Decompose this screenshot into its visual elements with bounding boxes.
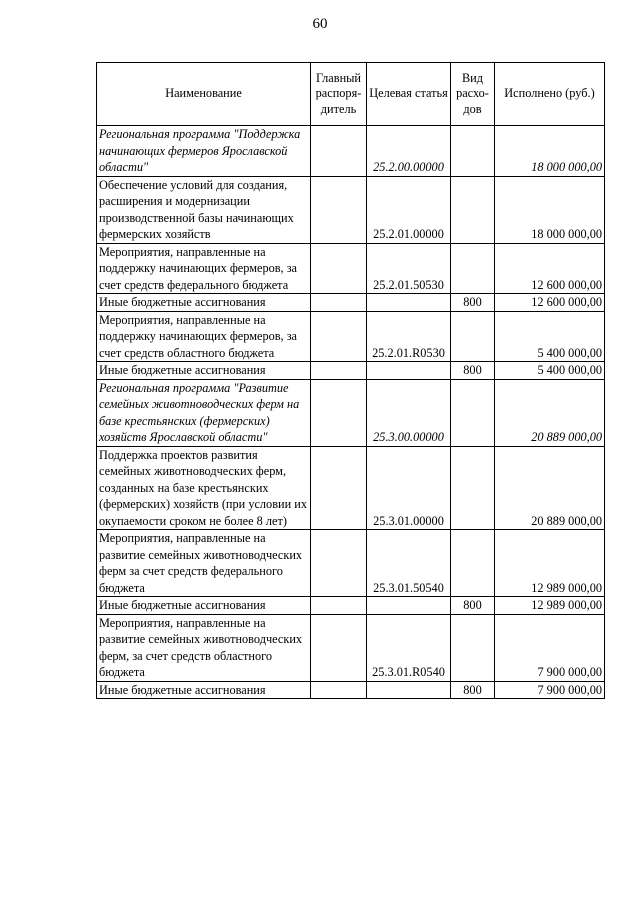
table-row (97, 530, 605, 597)
row-expense-kind (451, 379, 495, 446)
row-expense-kind (451, 446, 495, 530)
row-name: Иные бюджетные ассигнования (97, 681, 311, 699)
row-target-code: 25.2.00.00000 (367, 126, 451, 177)
row-manager (311, 379, 367, 446)
row-target-code (367, 681, 451, 699)
row-target-code (367, 294, 451, 312)
row-expense-kind (451, 243, 495, 294)
row-manager (311, 243, 367, 294)
row-manager (311, 597, 367, 615)
table-header-row (97, 63, 605, 126)
row-manager (311, 614, 367, 681)
row-target-code: 25.2.01.50530 (367, 243, 451, 294)
row-manager (311, 530, 367, 597)
row-manager (311, 311, 367, 362)
row-name: Мероприятия, направленные на развитие семейных животноводческих ферм, за счет средств областного бюджета (97, 614, 311, 681)
row-target-code: 25.2.01.R0530 (367, 311, 451, 362)
row-name: Иные бюджетные ассигнования (97, 362, 311, 380)
row-manager (311, 294, 367, 312)
row-expense-kind: 800 (451, 294, 495, 312)
row-name: Региональная программа "Развитие семейных животноводческих ферм на базе крестьянских (фермерских) хозяйств Ярославской области" (97, 379, 311, 446)
row-expense-kind (451, 614, 495, 681)
table-row (97, 614, 605, 681)
row-amount: 12 600 000,00 (495, 294, 605, 312)
table-row (97, 126, 605, 177)
table-row (97, 681, 605, 699)
header-name: Наименование (97, 63, 311, 126)
row-target-code: 25.2.01.00000 (367, 176, 451, 243)
row-name: Мероприятия, направленные на развитие семейных животноводческих ферм за счет средств федерального бюджета (97, 530, 311, 597)
table-row (97, 311, 605, 362)
table-row (97, 597, 605, 615)
row-target-code: 25.3.00.00000 (367, 379, 451, 446)
row-expense-kind (451, 176, 495, 243)
budget-table (96, 62, 605, 699)
row-name: Иные бюджетные ассигнования (97, 294, 311, 312)
row-target-code: 25.3.01.R0540 (367, 614, 451, 681)
row-target-code (367, 362, 451, 380)
row-amount: 12 600 000,00 (495, 243, 605, 294)
row-expense-kind (451, 126, 495, 177)
page-number: 60 (312, 16, 328, 32)
row-manager (311, 681, 367, 699)
row-name: Обеспечение условий для создания, расширения и модернизации производственной базы начинающих фермерских хозяйств (97, 176, 311, 243)
row-manager (311, 362, 367, 380)
row-amount: 7 900 000,00 (495, 681, 605, 699)
row-target-code (367, 597, 451, 615)
row-name: Иные бюджетные ассигнования (97, 597, 311, 615)
header-manager: Главный распоря-дитель (311, 63, 367, 126)
row-expense-kind (451, 530, 495, 597)
row-amount: 20 889 000,00 (495, 446, 605, 530)
row-amount: 12 989 000,00 (495, 530, 605, 597)
table-row (97, 362, 605, 380)
row-expense-kind (451, 311, 495, 362)
table-row (97, 243, 605, 294)
row-expense-kind: 800 (451, 597, 495, 615)
table-row (97, 176, 605, 243)
row-manager (311, 126, 367, 177)
row-expense-kind: 800 (451, 681, 495, 699)
row-amount: 18 000 000,00 (495, 126, 605, 177)
row-amount: 5 400 000,00 (495, 311, 605, 362)
row-amount: 5 400 000,00 (495, 362, 605, 380)
row-target-code: 25.3.01.50540 (367, 530, 451, 597)
table-row (97, 294, 605, 312)
header-executed: Исполнено (руб.) (495, 63, 605, 126)
row-amount: 12 989 000,00 (495, 597, 605, 615)
header-target: Целевая статья (367, 63, 451, 126)
row-amount: 7 900 000,00 (495, 614, 605, 681)
row-amount: 20 889 000,00 (495, 379, 605, 446)
row-target-code: 25.3.01.00000 (367, 446, 451, 530)
table-body (97, 126, 605, 699)
header-kind: Вид расхо-дов (451, 63, 495, 126)
row-name: Поддержка проектов развития семейных животноводческих ферм, созданных на базе крестьянских (фермерских) хозяйств (при условии их окупаемости сроком не более 8 лет) (97, 446, 311, 530)
row-name: Региональная программа "Поддержка начинающих фермеров Ярославской области" (97, 126, 311, 177)
row-name: Мероприятия, направленные на поддержку начинающих фермеров, за счет средств областного бюджета (97, 311, 311, 362)
row-manager (311, 176, 367, 243)
table-row (97, 379, 605, 446)
row-expense-kind: 800 (451, 362, 495, 380)
table-row (97, 446, 605, 530)
row-amount: 18 000 000,00 (495, 176, 605, 243)
row-name: Мероприятия, направленные на поддержку начинающих фермеров, за счет средств федерального бюджета (97, 243, 311, 294)
row-manager (311, 446, 367, 530)
